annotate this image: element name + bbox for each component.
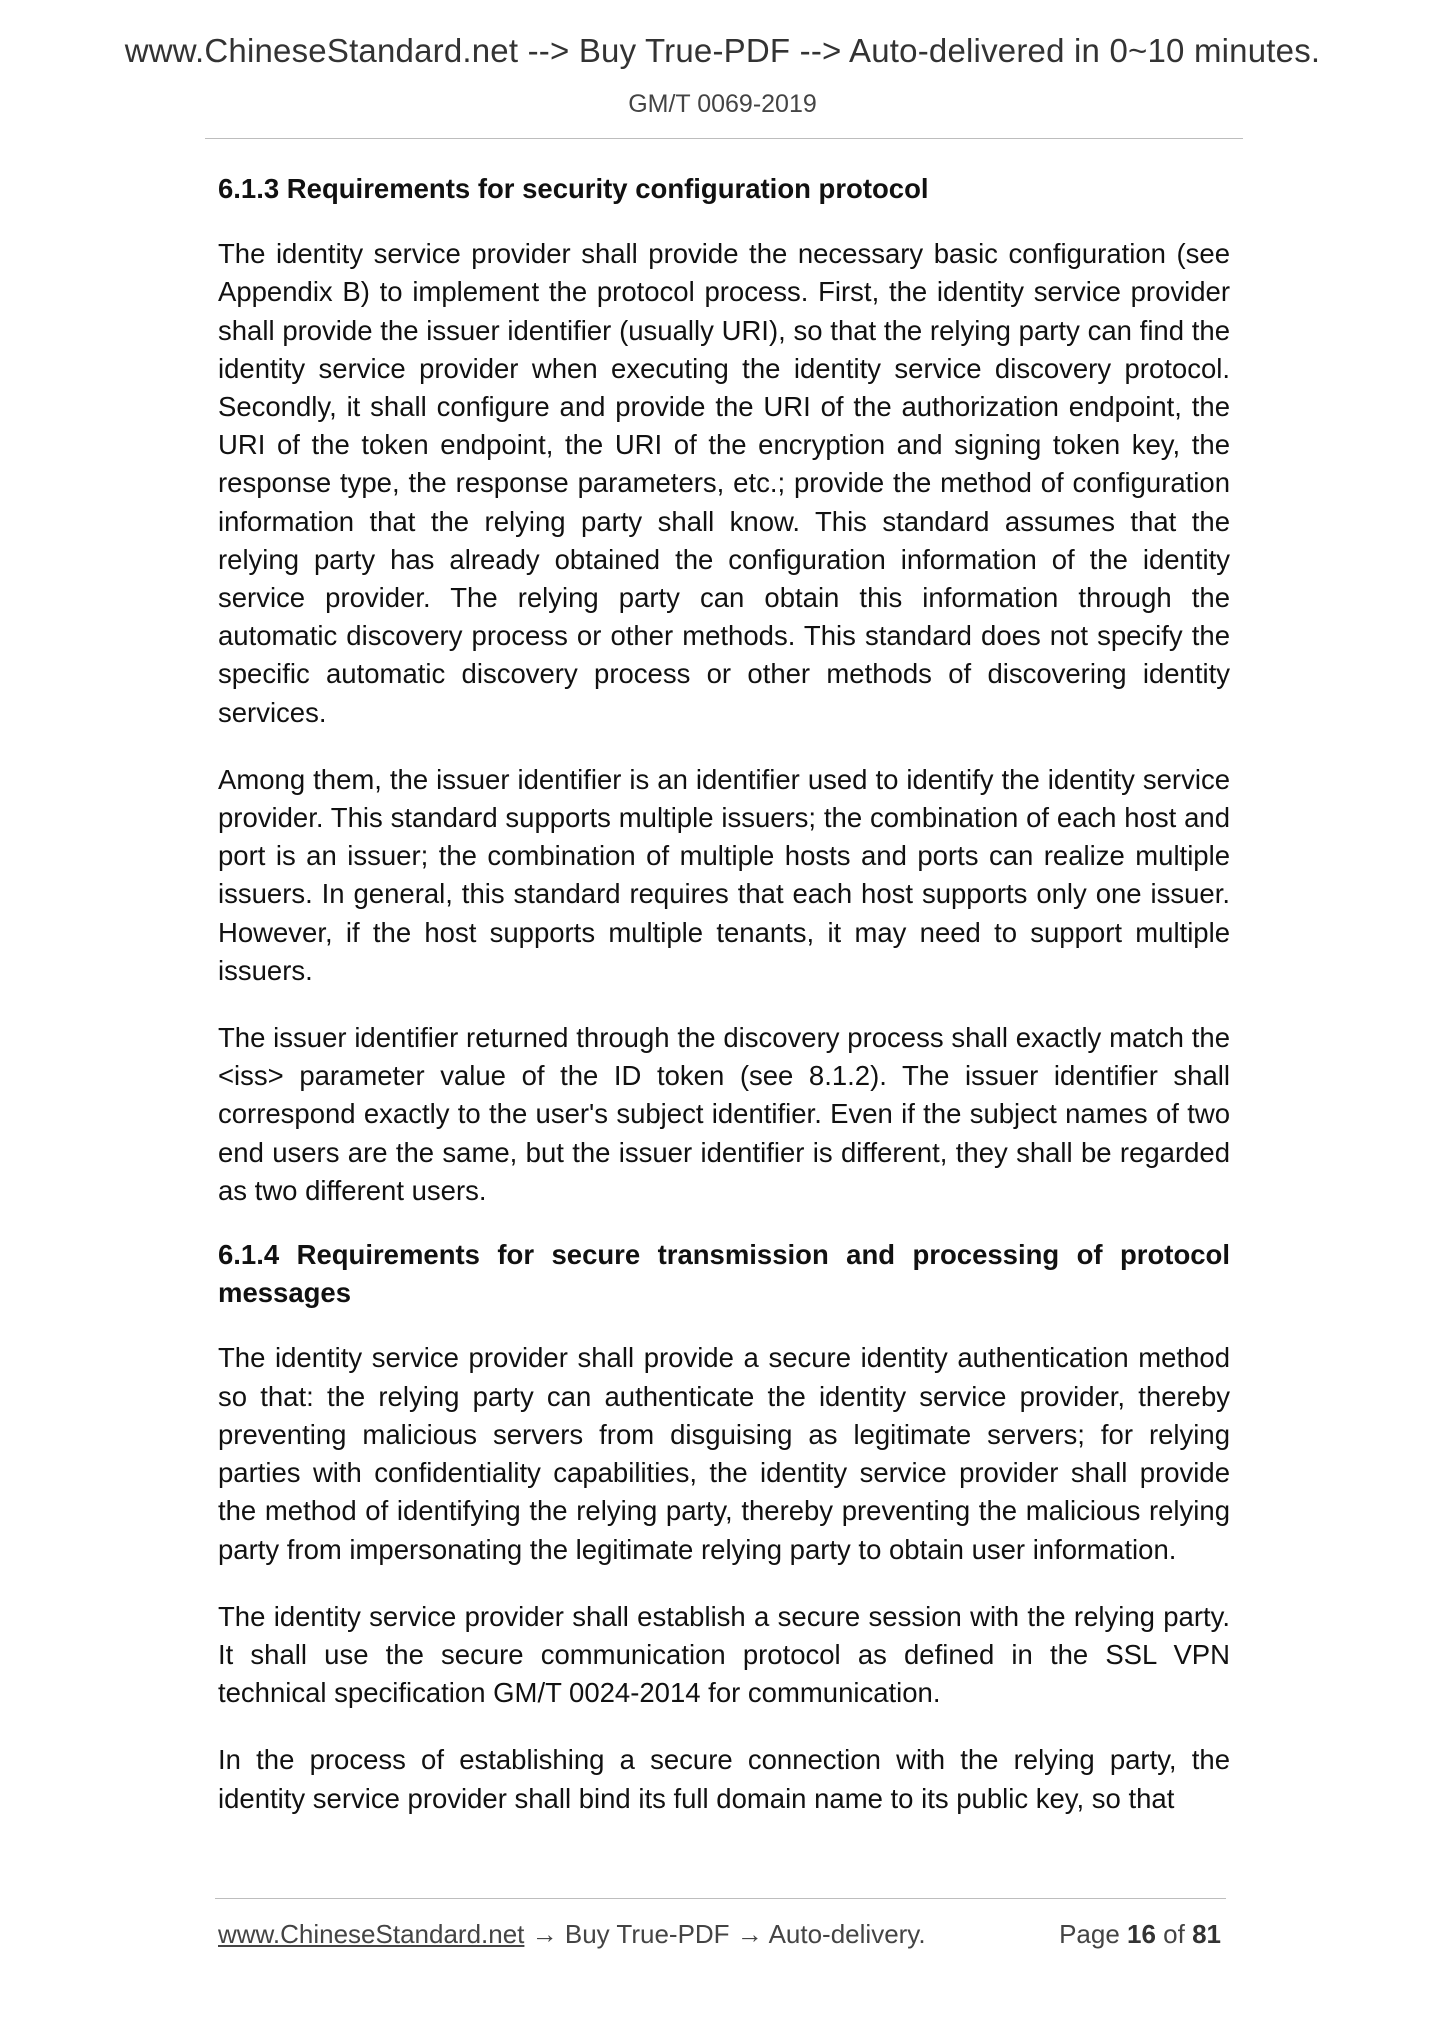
paragraph-discovery-match: The issuer identifier returned through the discovery process shall exactly match the <iss> parameter value of the ID token (see 8.1.2). The issuer identifier shall correspond exactly to the user's subject identifier. Even if the subject names of two end users are the same, but the issuer identifier is different, they shall be regarded as two different users. (218, 1022, 1230, 1206)
document-body (218, 170, 1230, 1847)
section-heading-6-1-4: 6.1.4 Requirements for secure transmission and processing of protocol messages (218, 1239, 1230, 1309)
page-label: Page (1059, 1919, 1128, 1949)
footer-tagline: → Buy True-PDF → Auto-delivery. (524, 1919, 926, 1949)
page-indicator (1059, 1919, 1221, 1950)
document-code: GM/T 0069-2019 (628, 90, 817, 118)
page-number: 16 (1127, 1919, 1156, 1949)
paragraph-secure-session: The identity service provider shall establish a secure session with the relying party. It shall use the secure communication protocol as defined in the SSL VPN technical specification GM/T 0024-2014 for communication. (218, 1600, 1230, 1709)
paragraph-secure-connection: In the process of establishing a secure connection with the relying party, the identity service provider shall bind its full domain name to its public key, so that (218, 1744, 1230, 1814)
footer-site-link[interactable]: www.ChineseStandard.net (218, 1919, 525, 1949)
paragraph-authentication-method: The identity service provider shall provide a secure identity authentication method so that: the relying party can authenticate the identity service provider, thereby preventing malicious servers from disguising as legitimate servers; for relying parties with confidentiality capabilities, the identity service provider shall provide the method of identifying the relying party, thereby preventing the malicious relying party from impersonating the legitimate relying party to obtain user information. (218, 1342, 1230, 1565)
page-footer (218, 1919, 1230, 1950)
paragraph-configuration: The identity service provider shall provide the necessary basic configuration (see Appendix B) to implement the protocol process. First, the identity service provider shall provide the issuer identifier (usually URI), so that the relying party can find the identity service provider when executing the identity service discovery protocol. Secondly, it shall configure and provide the URI of the authorization endpoint, the URI of the token endpoint, the URI of the encryption and signing token key, the response type, the response parameters, etc.; provide the method of configuration information that the relying party shall know. This standard assumes that the relying party has already obtained the configuration information of the identity service provider. The relying party can obtain this information through the automatic discovery process or other methods. This standard does not specify the specific automatic discovery process or other methods of discovering identity services. (218, 238, 1230, 728)
paragraph-issuer-identifier: Among them, the issuer identifier is an identifier used to identify the identity service provider. This standard supports multiple issuers; the combination of each host and port is an issuer; the combination of multiple hosts and ports can realize multiple issuers. In general, this standard requires that each host supports only one issuer. However, if the host supports multiple tenants, it may need to support multiple issuers. (218, 763, 1230, 986)
site-banner: www.ChineseStandard.net --> Buy True-PDF --> Auto-delivered in 0~10 minutes. (124, 32, 1321, 69)
header-divider (205, 138, 1243, 139)
of-label: of (1155, 1919, 1193, 1949)
footer-divider (215, 1898, 1226, 1899)
section-heading-6-1-3: 6.1.3 Requirements for security configuration protocol (218, 173, 929, 204)
total-pages: 81 (1192, 1919, 1221, 1949)
